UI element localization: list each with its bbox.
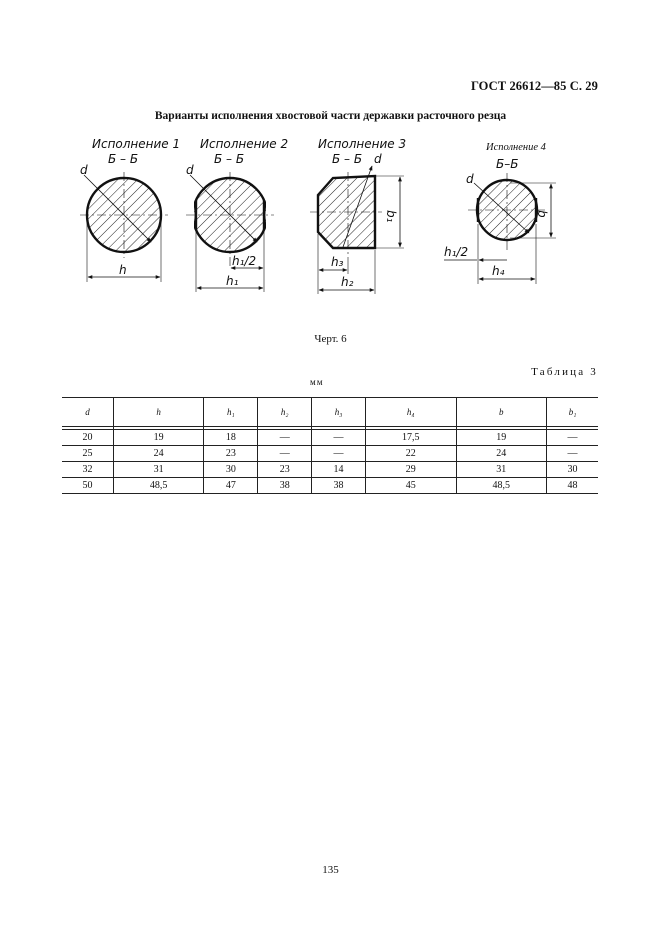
- column-header-h4: h₄: [365, 398, 456, 427]
- table-cell: 20: [62, 430, 113, 446]
- column-header-h: h: [113, 398, 204, 427]
- table-cell: 30: [204, 462, 258, 478]
- table-cell: 19: [113, 430, 204, 446]
- variant-4-label-d: d: [466, 172, 474, 186]
- table-cell: —: [258, 430, 312, 446]
- table-cell: 23: [258, 462, 312, 478]
- table-cell: 47: [204, 478, 258, 494]
- table-cell: 17,5: [365, 430, 456, 446]
- table-cell: 31: [113, 462, 204, 478]
- table-cell: 24: [456, 446, 547, 462]
- variant-4-label-b: b: [535, 210, 549, 218]
- variant-3-section: [310, 137, 406, 294]
- variant-3-section-label: Б – Б: [332, 152, 363, 166]
- variant-1-label-h: h: [119, 263, 127, 277]
- column-header-h2: h₂: [258, 398, 312, 427]
- variant-3-label-h3: h₃: [331, 255, 344, 269]
- table-row: [62, 478, 598, 494]
- table-cell: 50: [62, 478, 113, 494]
- variant-3-label-b1: b₁: [384, 210, 398, 223]
- units-label: мм: [310, 377, 324, 387]
- table-cell: 29: [365, 462, 456, 478]
- table-cell: 18: [204, 430, 258, 446]
- table-row: [62, 430, 598, 446]
- variant-3-label-d: d: [374, 152, 382, 166]
- variant-1-title: Исполнение 1: [92, 137, 181, 151]
- column-header-d: d: [62, 398, 113, 427]
- variant-2-label-d: d: [186, 163, 194, 177]
- variant-4-section: [444, 142, 556, 284]
- table-cell: 24: [113, 446, 204, 462]
- variant-2-label-h1: h₁: [226, 274, 239, 288]
- column-header-h3: h₃: [312, 398, 366, 427]
- table-label: Таблица 3: [531, 366, 598, 378]
- table-row: [62, 462, 598, 478]
- table-cell: 14: [312, 462, 366, 478]
- document-header: ГОСТ 26612—85 С. 29: [470, 79, 598, 93]
- variant-4-label-h4: h₄: [492, 264, 505, 278]
- table-cell: 22: [365, 446, 456, 462]
- column-header-b: b: [456, 398, 547, 427]
- table-cell: 45: [365, 478, 456, 494]
- variant-1-label-d: d: [80, 163, 88, 177]
- figure-caption: Черт. 6: [314, 333, 347, 345]
- variant-2-title: Исполнение 2: [200, 137, 289, 151]
- column-header-h1: h₁: [204, 398, 258, 427]
- figure-title: Варианты исполнения хвостовой части державки расточного резца: [154, 110, 507, 122]
- table-cell: —: [312, 430, 366, 446]
- table-cell: —: [547, 446, 598, 462]
- variant-2-label-h1-half: h₁/2: [232, 254, 257, 268]
- variant-3-label-h2: h₂: [341, 275, 354, 289]
- variant-3-title: Исполнение 3: [318, 137, 407, 151]
- table-cell: —: [547, 430, 598, 446]
- table-cell: 38: [258, 478, 312, 494]
- table-cell: —: [258, 446, 312, 462]
- table-cell: 48,5: [113, 478, 204, 494]
- table-row: [62, 446, 598, 462]
- variant-2-section: [186, 137, 288, 292]
- table-cell: 48: [547, 478, 598, 494]
- table-cell: 48,5: [456, 478, 547, 494]
- variant-2-section-label: Б – Б: [214, 152, 245, 166]
- table-cell: —: [312, 446, 366, 462]
- dimensions-table: [62, 397, 598, 494]
- table-header-row: [62, 398, 598, 427]
- variant-4-label-h1-half: h₁/2: [444, 245, 469, 259]
- table-cell: 23: [204, 446, 258, 462]
- table-cell: 31: [456, 462, 547, 478]
- technical-drawing: [0, 130, 661, 300]
- table-cell: 30: [547, 462, 598, 478]
- variant-4-section-label: Б–Б: [496, 157, 519, 171]
- page-number: 135: [322, 864, 339, 876]
- variant-1-section: [80, 137, 180, 282]
- column-header-b1: b₁: [547, 398, 598, 427]
- variant-4-title: Исполнение 4: [486, 142, 546, 153]
- variant-1-section-label: Б – Б: [108, 152, 139, 166]
- table-cell: 32: [62, 462, 113, 478]
- table-cell: 38: [312, 478, 366, 494]
- table-cell: 25: [62, 446, 113, 462]
- table-cell: 19: [456, 430, 547, 446]
